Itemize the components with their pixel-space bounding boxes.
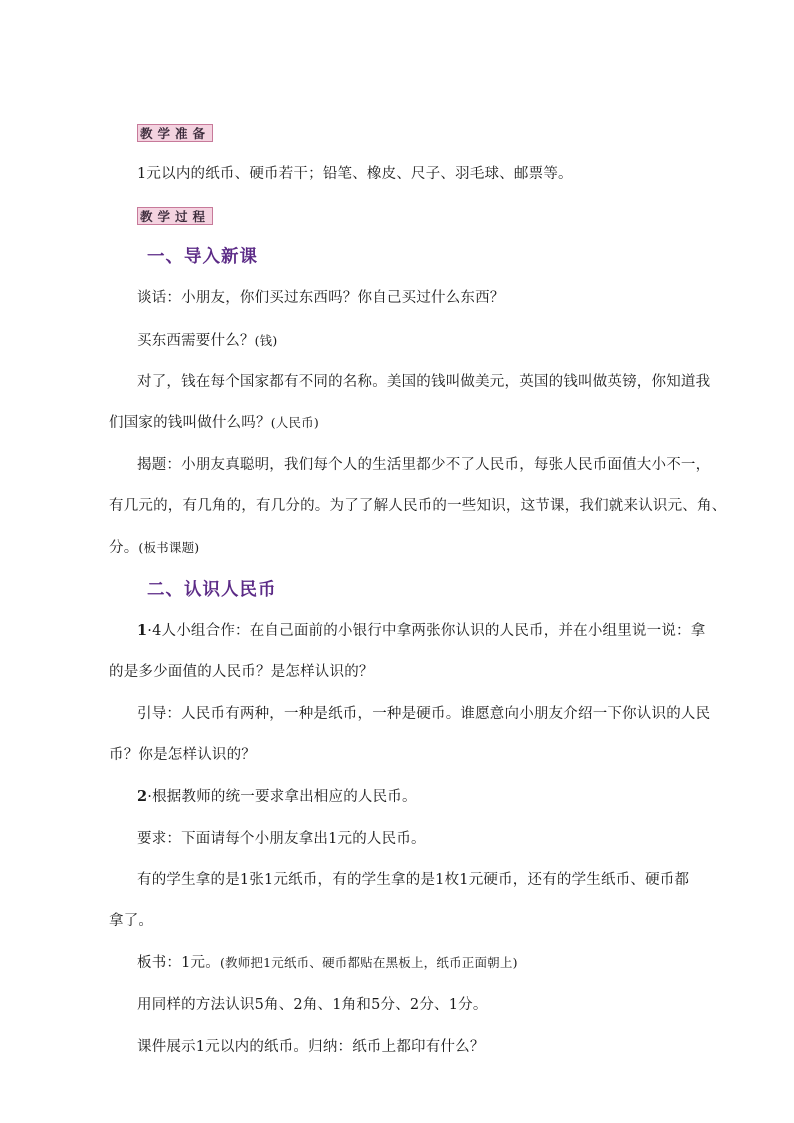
paragraph-item-1-line-2: 的是多少面值的人民币？是怎样认识的？ <box>109 664 374 680</box>
reveal-board-note: (板书课题) <box>138 540 200 555</box>
paragraph-some-students-line-1: 有的学生拿的是1张1元纸币，有的学生拿的是1枚1元硬币，还有的学生纸币、硬币都 <box>137 872 690 888</box>
item-1-number: 1 <box>137 622 148 639</box>
board-note: (教师把1元纸币、硬币都贴在黑板上，纸币正面朝上) <box>219 955 518 970</box>
need-answer-note: (钱) <box>254 333 278 348</box>
paragraph-reveal-line-1: 揭题：小朋友真聪明，我们每个人的生活里都少不了人民币，每张人民币面值大小不一， <box>137 457 711 473</box>
section-tag-teaching-process: 教学过程 <box>137 207 213 225</box>
prep-materials-text: 1元以内的纸币、硬币若干；铅笔、橡皮、尺子、羽毛球、邮票等。 <box>137 166 573 182</box>
paragraph-requirement: 要求：下面请每个小朋友拿出1元的人民币。 <box>137 831 426 847</box>
board-text: 板书：1元。 <box>137 955 220 971</box>
paragraph-guide-line-1: 引导：人民币有两种，一种是纸币，一种是硬币。谁愿意向小朋友介绍一下你认识的人民 <box>137 706 711 722</box>
paragraph-need <box>137 331 277 351</box>
item-2-number: 2 <box>137 788 148 805</box>
item-2-text: ·根据教师的统一要求拿出相应的人民币。 <box>147 789 417 805</box>
paragraph-some-students-line-2: 拿了。 <box>109 913 154 929</box>
need-question: 买东西需要什么？ <box>137 333 255 349</box>
paragraph-courseware: 课件展示1元以内的纸币。归纳：纸币上都印有什么？ <box>137 1039 485 1055</box>
heading-intro-new-lesson: 一、导入新课 <box>147 247 258 267</box>
paragraph-same-method: 用同样的方法认识5角、2角、1角和5分、2分、1分。 <box>137 997 488 1013</box>
paragraph-right-line-2 <box>109 413 319 433</box>
paragraph-reveal-line-2: 有几元的，有几角的，有几分的。为了了解人民币的一些知识，这节课，我们就来认识元、角、 <box>109 498 727 514</box>
reveal-line-3-text: 分。 <box>109 540 139 556</box>
paragraph-board <box>137 953 518 973</box>
heading-know-rmb: 二、认识人民币 <box>147 580 277 600</box>
paragraph-talk: 谈话：小朋友，你们买过东西吗？你自己买过什么东西？ <box>137 290 505 306</box>
paragraph-reveal-line-3 <box>109 538 199 558</box>
paragraph-item-2 <box>137 787 417 807</box>
paragraph-item-1-line-1 <box>137 621 705 641</box>
right-line-2-text: 们国家的钱叫做什么吗？ <box>109 415 271 431</box>
paragraph-guide-line-2: 币？你是怎样认识的？ <box>109 747 256 763</box>
section-tag-teaching-prep: 教学准备 <box>137 124 213 142</box>
paragraph-right-line-1: 对了，钱在每个国家都有不同的名称。美国的钱叫做美元，英国的钱叫做英镑，你知道我 <box>137 374 711 390</box>
right-answer-note: (人民币) <box>270 415 319 430</box>
item-1-text: ·4人小组合作：在自己面前的小银行中拿两张你认识的人民币，并在小组里说一说：拿 <box>147 623 706 639</box>
